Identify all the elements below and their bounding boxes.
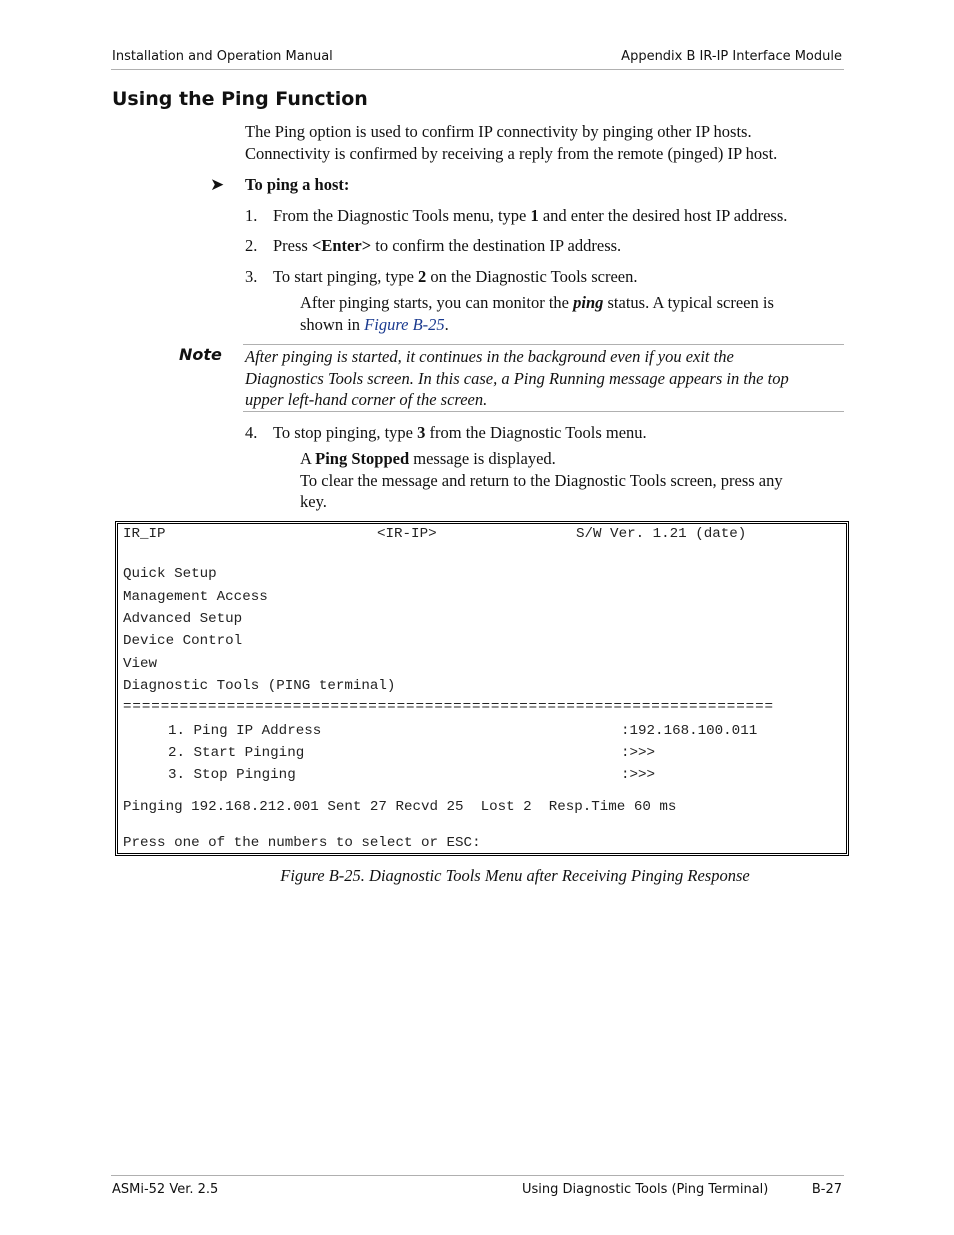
step-3-detail: After pinging starts, you can monitor the ping status. A typical screen is shown in Figure B-25. [300, 293, 774, 334]
step-text: To stop pinging, type 3 from the Diagnostic Tools menu. [273, 423, 647, 442]
step-number: 2. [245, 236, 258, 255]
header-left: Installation and Operation Manual [112, 49, 333, 64]
footer-left: ASMi-52 Ver. 2.5 [112, 1182, 219, 1197]
footer-center: Using Diagnostic Tools (Ping Terminal) [522, 1182, 769, 1197]
terminal-menu-item[interactable]: Management Access [123, 589, 268, 605]
terminal-option-value: :192.168.100.011 [621, 723, 758, 739]
intro-line-2: Connectivity is confirmed by receiving a reply from the remote (pinged) IP host. [245, 143, 778, 163]
section-title: Using the Ping Function [112, 88, 368, 110]
intro-line-1: The Ping option is used to confirm IP connectivity by pinging other IP hosts. [245, 122, 752, 141]
terminal-option-label[interactable]: 2. Start Pinging [168, 745, 305, 761]
intro-paragraph [245, 121, 777, 164]
step-text: To start pinging, type 2 on the Diagnostic Tools screen. [273, 267, 638, 286]
step-text: From the Diagnostic Tools menu, type 1 and enter the desired host IP address. [273, 206, 788, 225]
step-number: 4. [245, 423, 258, 442]
terminal-menu-item[interactable]: Advanced Setup [123, 611, 243, 627]
terminal-screen [115, 521, 849, 856]
note-top-rule [243, 344, 844, 345]
footer-rule [111, 1175, 844, 1176]
terminal-prompt[interactable]: Press one of the numbers to select or ESC: [123, 835, 481, 851]
note-label: Note [179, 345, 222, 364]
terminal-menu-item[interactable]: Device Control [123, 633, 243, 649]
terminal-option-value: :>>> [621, 745, 656, 761]
step-text: Press <Enter> to confirm the destination IP address. [273, 236, 622, 255]
header-right: Appendix B IR-IP Interface Module [621, 49, 842, 64]
header-rule [111, 69, 844, 70]
step-number: 1. [245, 206, 258, 225]
terminal-header-right: S/W Ver. 1.21 (date) [576, 526, 747, 542]
terminal-status-line: Pinging 192.168.212.001 Sent 27 Recvd 25 Lost 2 Resp.Time 60 ms [123, 799, 677, 815]
terminal-header-left: IR_IP [123, 526, 166, 542]
procedure-title: To ping a host: [245, 175, 350, 194]
terminal-option-label[interactable]: 1. Ping IP Address [168, 723, 322, 739]
note-text: After pinging is started, it continues in the background even if you exit the Diagnostics Tools screen. In this case, a Ping Running message appears in the top upper left-hand corner of the screen. [245, 347, 789, 409]
terminal-separator: ===================================================================== [123, 699, 774, 715]
figure-link[interactable]: Figure B-25 [364, 314, 445, 334]
terminal-menu-item[interactable]: Diagnostic Tools (PING terminal) [123, 678, 396, 694]
terminal-menu-item[interactable]: Quick Setup [123, 566, 217, 582]
footer-page-number: B-27 [811, 1182, 842, 1197]
procedure-arrow-icon: ➤ [210, 175, 225, 194]
terminal-option-label[interactable]: 3. Stop Pinging [168, 767, 296, 783]
figure-caption: Figure B-25. Diagnostic Tools Menu after Receiving Pinging Response [280, 866, 750, 885]
step-number: 3. [245, 267, 258, 286]
note-bottom-rule [243, 411, 844, 412]
terminal-menu-item[interactable]: View [123, 656, 158, 672]
terminal-option-value: :>>> [621, 767, 656, 783]
terminal-header-center: <IR-IP> [377, 526, 437, 542]
step-4-detail: A Ping Stopped message is displayed. To clear the message and return to the Diagnostic Tools screen, press any key. [300, 449, 783, 511]
